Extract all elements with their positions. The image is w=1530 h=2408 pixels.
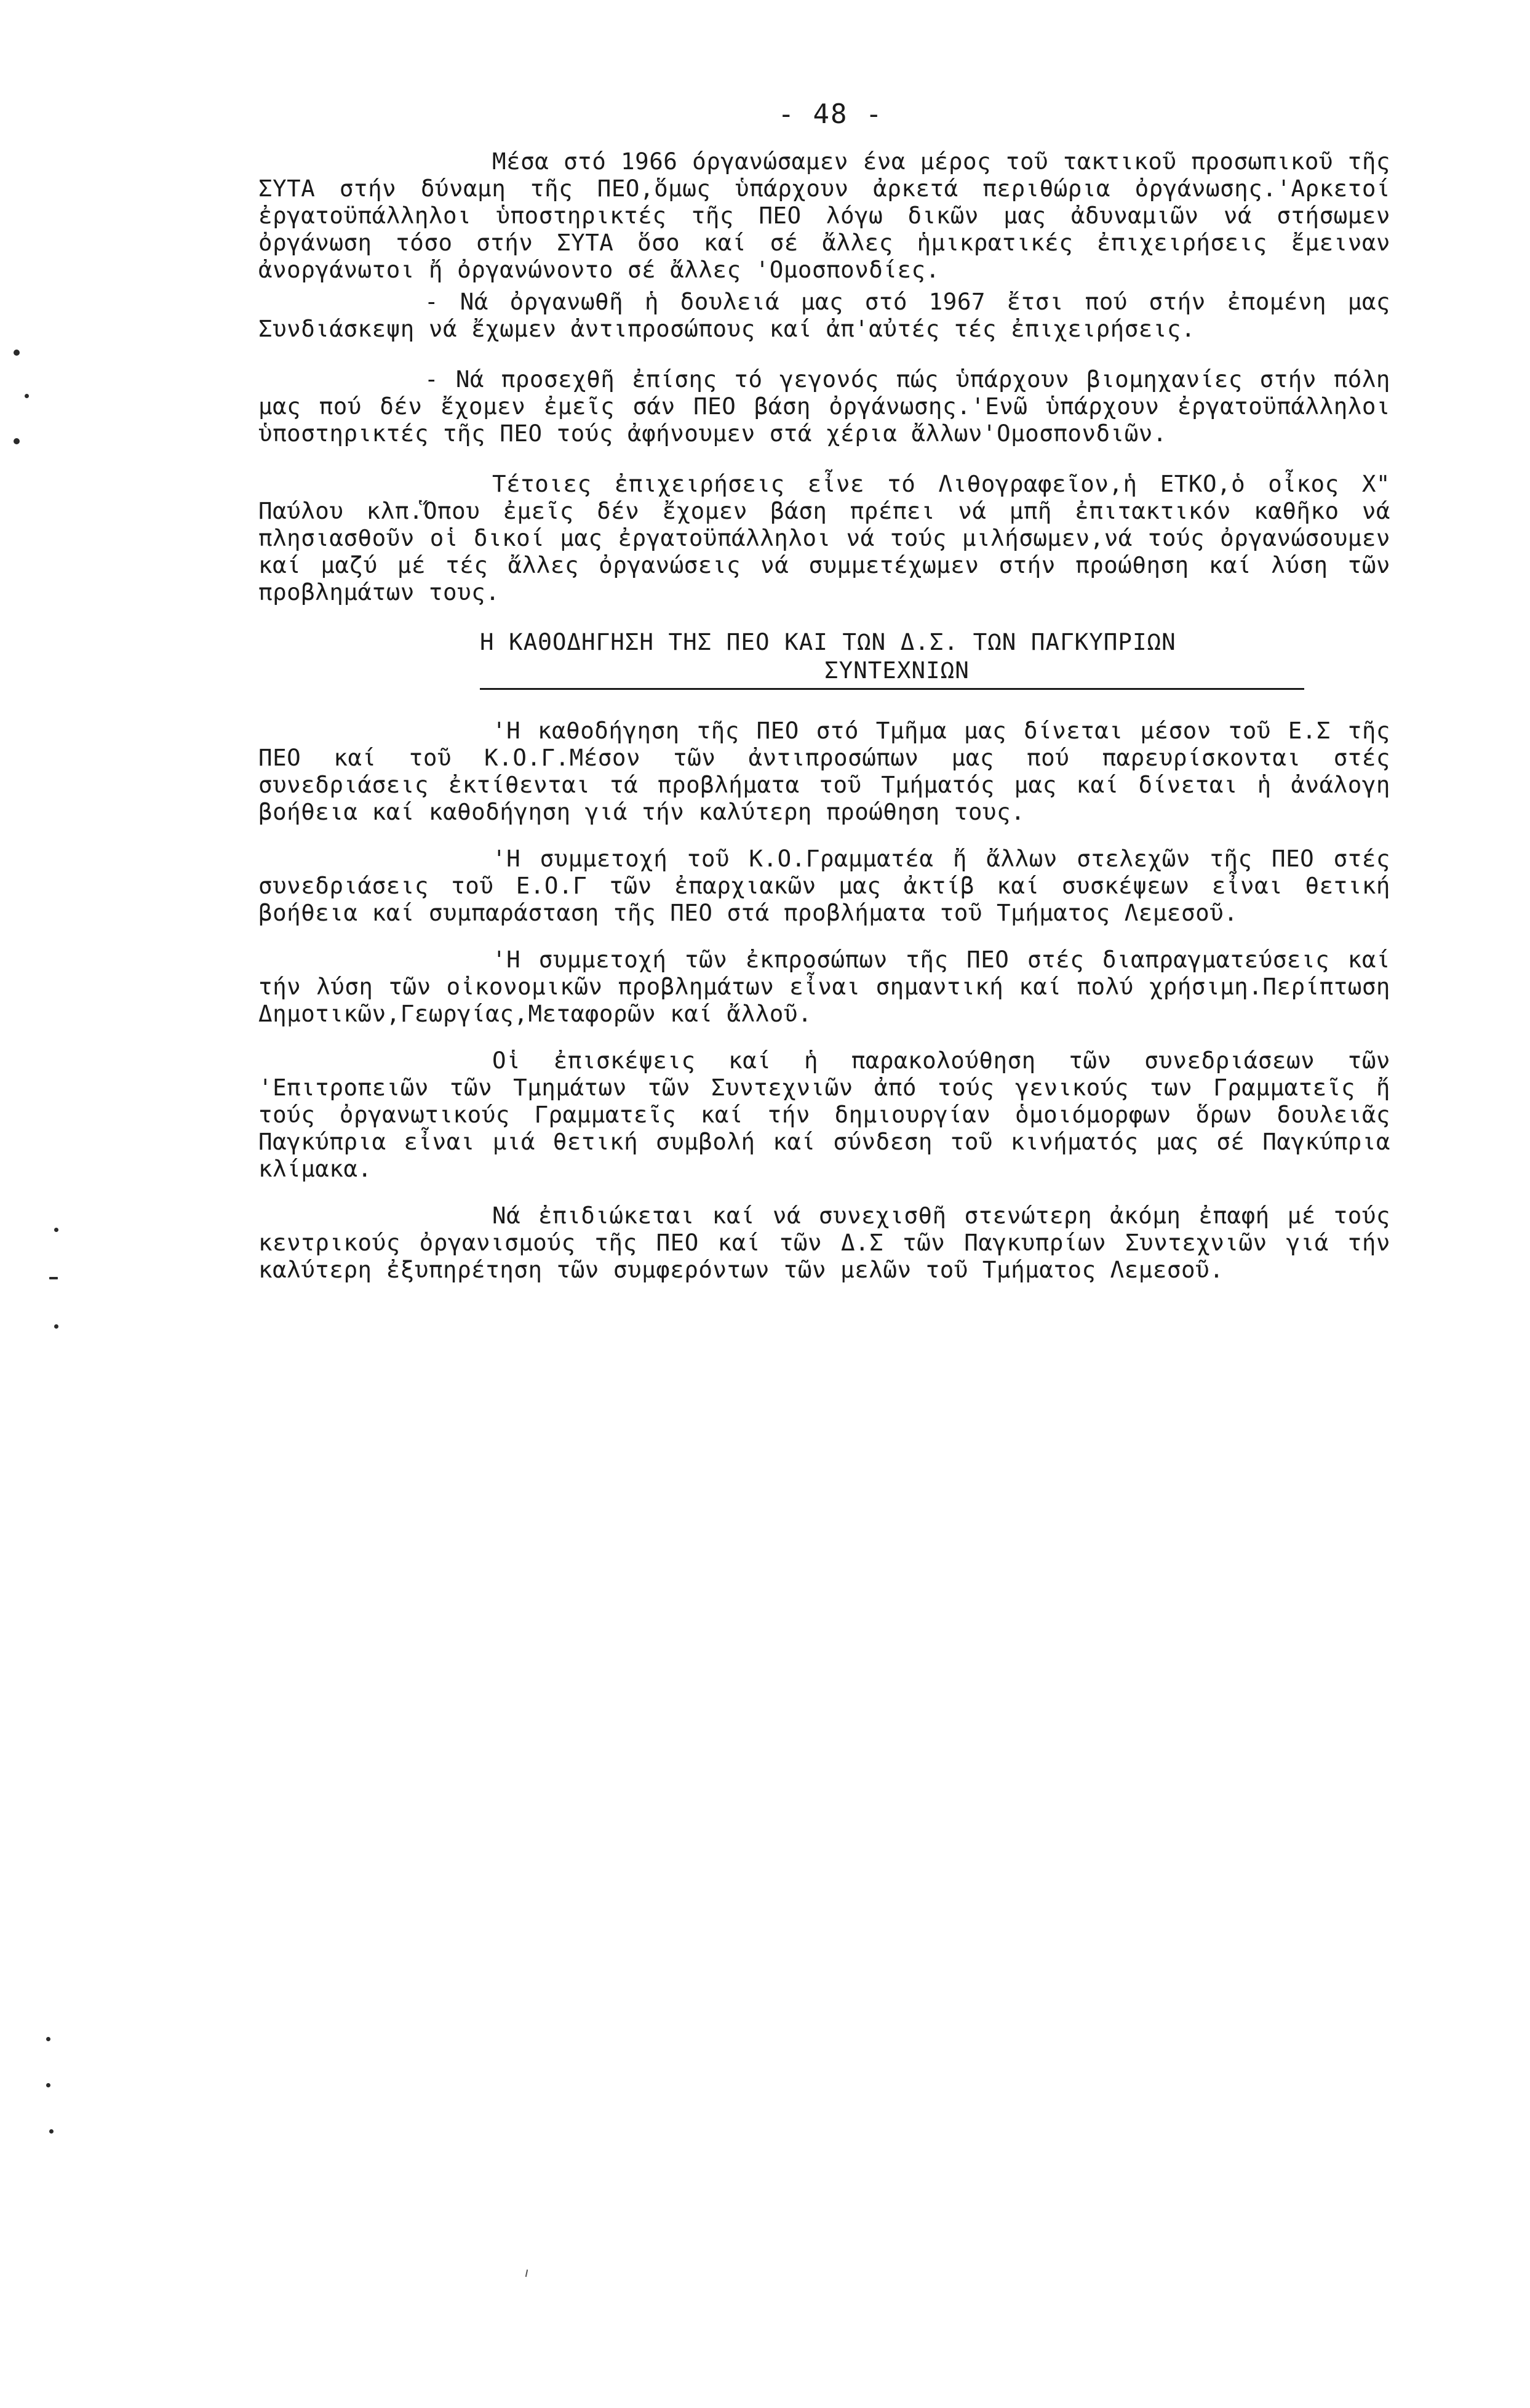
binder-hole-mark	[49, 1277, 58, 1279]
paragraph: 'Η καθοδήγηση τῆς ΠΕΟ στό Τμῆμα μας δίνεται μέσον τοῦ Ε.Σ τῆς ΠΕΟ καί τοῦ Κ.Ο.Γ.Μέσον τῶν ἀντιπροσώπων μας πού παρευρίσκονται στές συνεδριάσεις ἐκτίθενται τά προβλήματα τοῦ Τμήματός μας καί δίνεται ἡ ἀνάλογη βοήθεια καί καθοδήγηση γιά τήν καλύτερη προώθηση τους.	[258, 717, 1390, 825]
section-heading-line2: ΣΥΝΤΕΧΝΙΩΝ	[824, 657, 970, 684]
binder-hole-mark	[25, 394, 29, 398]
binder-hole-mark	[54, 1228, 58, 1232]
section-heading-line1: Η ΚΑΘΟΔΗΓΗΣΗ ΤΗΣ ΠΕΟ ΚΑΙ ΤΩΝ Δ.Σ. ΤΩΝ ΠΑΓΚΥΠΡΙΩΝ	[480, 628, 1176, 655]
paragraph: 'Η συμμετοχή τῶν ἐκπροσώπων τῆς ΠΕΟ στές διαπραγματεύσεις καί τήν λύση τῶν οἰκονομικῶν προβλημάτων εἶναι σημαντική καί πολύ χρήσιμη.Περίπτωση Δημοτικῶν,Γεωργίας,Μεταφορῶν καί ἄλλοῦ.	[258, 946, 1390, 1027]
page-number: - 48 -	[778, 98, 883, 130]
binder-hole-mark	[54, 1324, 58, 1329]
section-heading	[258, 628, 1390, 684]
binder-hole-mark	[49, 2129, 54, 2134]
binder-hole-mark	[14, 438, 20, 444]
stray-ink-mark	[525, 2270, 528, 2277]
paragraph: Νά ἐπιδιώκεται καί νά συνεχισθῆ στενώτερη ἀκόμη ἐπαφή μέ τούς κεντρικούς ὀργανισμούς τῆς ΠΕΟ καί τῶν Δ.Σ τῶν Παγκυπρίων Συντεχνιῶν γιά τήν καλύτερη ἐξυπηρέτηση τῶν συμφερόντων τῶν μελῶν τοῦ Τμήματος Λεμεσοῦ.	[258, 1202, 1390, 1283]
paragraph: - Νά προσεχθῆ ἐπίσης τό γεγονός πώς ὑπάρχουν βιομηχανίες στήν πόλη μας πού δέν ἔχομεν ἐμεῖς σάν ΠΕΟ βάση ὀργάνωσης.'Ενῶ ὑπάρχουν ἐργατοϋπάλληλοι ὑποστηρικτές τῆς ΠΕΟ τούς ἀφήνουμεν στά χέρια ἄλλων'Ομοσπονδιῶν.	[258, 366, 1390, 447]
paragraph: - Νά ὀργανωθῆ ἡ δουλειά μας στό 1967 ἔτσι πού στήν ἐπομένη μας Συνδιάσκεψη νά ἔχωμεν ἀντιπροσώπους καί ἀπ'αὐτές τές ἐπιχειρήσεις.	[258, 288, 1390, 342]
paragraph: 'Η συμμετοχή τοῦ Κ.Ο.Γραμματέα ἤ ἄλλων στελεχῶν τῆς ΠΕΟ στές συνεδριάσεις τοῦ Ε.Ο.Γ τῶν ἐπαρχιακῶν μας ἀκτίβ καί συσκέψεων εἶναι θετική βοήθεια καί συμπαράσταση τῆς ΠΕΟ στά προβλήματα τοῦ Τμήματος Λεμεσοῦ.	[258, 845, 1390, 926]
paragraph: Τέτοιες ἐπιχειρήσεις εἶνε τό Λιθογραφεῖον,ἡ ΕΤΚΟ,ὁ οἶκος Χ" Παύλου κλπ.Ὅπου ἐμεῖς δέν ἔχομεν βάση πρέπει νά μπῆ ἐπιτακτικόν καθῆκο νά πλησιασθοῦν οἱ δικοί μας ἐργατοϋπάλληλοι νά τούς μιλήσωμεν,νά τούς ὀργανώσουμεν καί μαζύ μέ τές ἄλλες ὀργανώσεις νά συμμετέχωμεν στήν προώθηση καί λύση τῶν προβλημάτων τους.	[258, 470, 1390, 606]
binder-hole-mark	[46, 2083, 50, 2087]
heading-underline	[480, 688, 1304, 690]
binder-hole-mark	[14, 350, 20, 356]
paragraph: Οἱ ἐπισκέψεις καί ἡ παρακολούθηση τῶν συνεδριάσεων τῶν 'Επιτροπειῶν τῶν Τμημάτων τῶν Συντεχνιῶν ἀπό τούς γενικούς των Γραμματεῖς ἤ τούς ὀργανωτικούς Γραμματεῖς καί τήν δημιουργίαν ὁμοιόμορφων ὅρων δουλειᾶς Παγκύπρια εἶναι μιά θετική συμβολή καί σύνδεση τοῦ κινήματός μας σέ Παγκύπρια κλίμακα.	[258, 1047, 1390, 1182]
document-body	[258, 148, 1390, 1283]
binder-hole-mark	[46, 2037, 50, 2041]
paragraph: Μέσα στό 1966 όργανώσαμεν ένα μέρος τοῦ τακτικοῦ προσωπικοῦ τῆς ΣΥΤΑ στήν δύναμη τῆς ΠΕΟ,ὅμως ὑπάρχουν ἀρκετά περιθώρια ὀργάνωσης.'Αρκετοί ἐργατοϋπάλληλοι ὑποστηρικτές τῆς ΠΕΟ λόγω δικῶν μας ἀδυναμιῶν νά στήσωμεν ὀργάνωση τόσο στήν ΣΥΤΑ ὅσο καί σέ ἄλλες ἡμικρατικές ἐπιχειρήσεις ἔμειναν ἀνοργάνωτοι ἤ ὀργανώνοντο σέ ἄλλες 'Ομοσπονδίες.	[258, 148, 1390, 283]
